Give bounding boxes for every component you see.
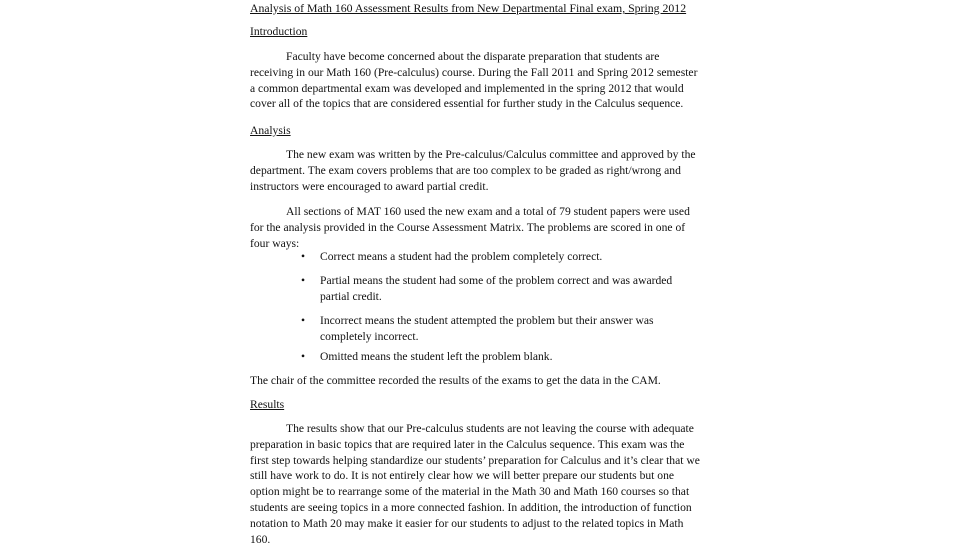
- results-paragraph: [250, 421, 715, 547]
- text-line: department. The exam covers problems that are too complex to be graded as right/wrong and: [250, 163, 681, 177]
- text-line: Faculty have become concerned about the disparate preparation that students are: [286, 50, 660, 63]
- text-line: Partial means the student had some of the problem correct and was awarded: [320, 274, 673, 287]
- text-line: first step towards helping standardize our students’ preparation for Calculus and it’s clear that we: [250, 453, 700, 467]
- text-line: instructors were encouraged to award partial credit.: [250, 179, 489, 193]
- text-line: Correct means a student had the problem completely correct.: [320, 250, 603, 263]
- heading-introduction: Introduction: [250, 25, 308, 38]
- text-line: students are seeing topics in a more connected fashion. In addition, the introduction of function: [250, 500, 692, 514]
- analysis-paragraph-1: [250, 147, 715, 194]
- analysis-closing: [250, 373, 715, 389]
- text-line: 160.: [250, 532, 271, 546]
- list-item: [250, 249, 690, 265]
- list-item: [250, 313, 690, 345]
- text-line: receiving in our Math 160 (Pre-calculus) course. During the Fall 2011 and Spring 2012 semester: [250, 65, 698, 79]
- text-line: Omitted means the student left the problem blank.: [320, 350, 553, 363]
- text-line: partial credit.: [320, 289, 382, 303]
- text-line: The new exam was written by the Pre-calculus/Calculus committee and approved by the: [286, 148, 696, 161]
- text-line: The results show that our Pre-calculus students are not leaving the course with adequate: [286, 422, 694, 435]
- bullet-icon: •: [301, 250, 306, 263]
- heading-analysis: Analysis: [250, 124, 291, 137]
- analysis-paragraph-2: [250, 204, 715, 251]
- text-line: four ways:: [250, 236, 300, 250]
- text-line: All sections of MAT 160 used the new exam and a total of 79 student papers were used: [286, 205, 690, 218]
- text-line: preparation in basic topics that are required later in the Calculus sequence. This exam was the: [250, 437, 685, 451]
- text-line: notation to Math 20 may make it easier for our students to adjust to the related topics in Math: [250, 516, 684, 530]
- heading-results: Results: [250, 398, 285, 411]
- text-line: a common departmental exam was developed and implemented in the spring 2012 that would: [250, 81, 684, 95]
- bullet-icon: •: [301, 314, 306, 327]
- list-item: [250, 273, 690, 305]
- text-line: completely incorrect.: [320, 329, 419, 343]
- text-line: The chair of the committee recorded the results of the exams to get the data in the CAM.: [250, 374, 661, 387]
- list-item: [250, 349, 690, 365]
- bullet-icon: •: [301, 350, 306, 363]
- text-line: for the analysis provided in the Course Assessment Matrix. The problems are scored in one of: [250, 220, 686, 234]
- text-line: option might be to rearrange some of the material in the Math 30 and Math 160 courses so that: [250, 485, 690, 499]
- introduction-paragraph: [250, 49, 715, 112]
- text-line: Incorrect means the student attempted the problem but their answer was: [320, 314, 654, 327]
- text-line: still have work to do. It is not entirely clear how we will better prepare our students but one: [250, 469, 675, 483]
- text-line: cover all of the topics that are considered essential for further study in the Calculus sequence.: [250, 97, 684, 111]
- document-title: Analysis of Math 160 Assessment Results from New Departmental Final exam, Spring 2012: [250, 1, 687, 15]
- bullet-icon: •: [301, 274, 306, 287]
